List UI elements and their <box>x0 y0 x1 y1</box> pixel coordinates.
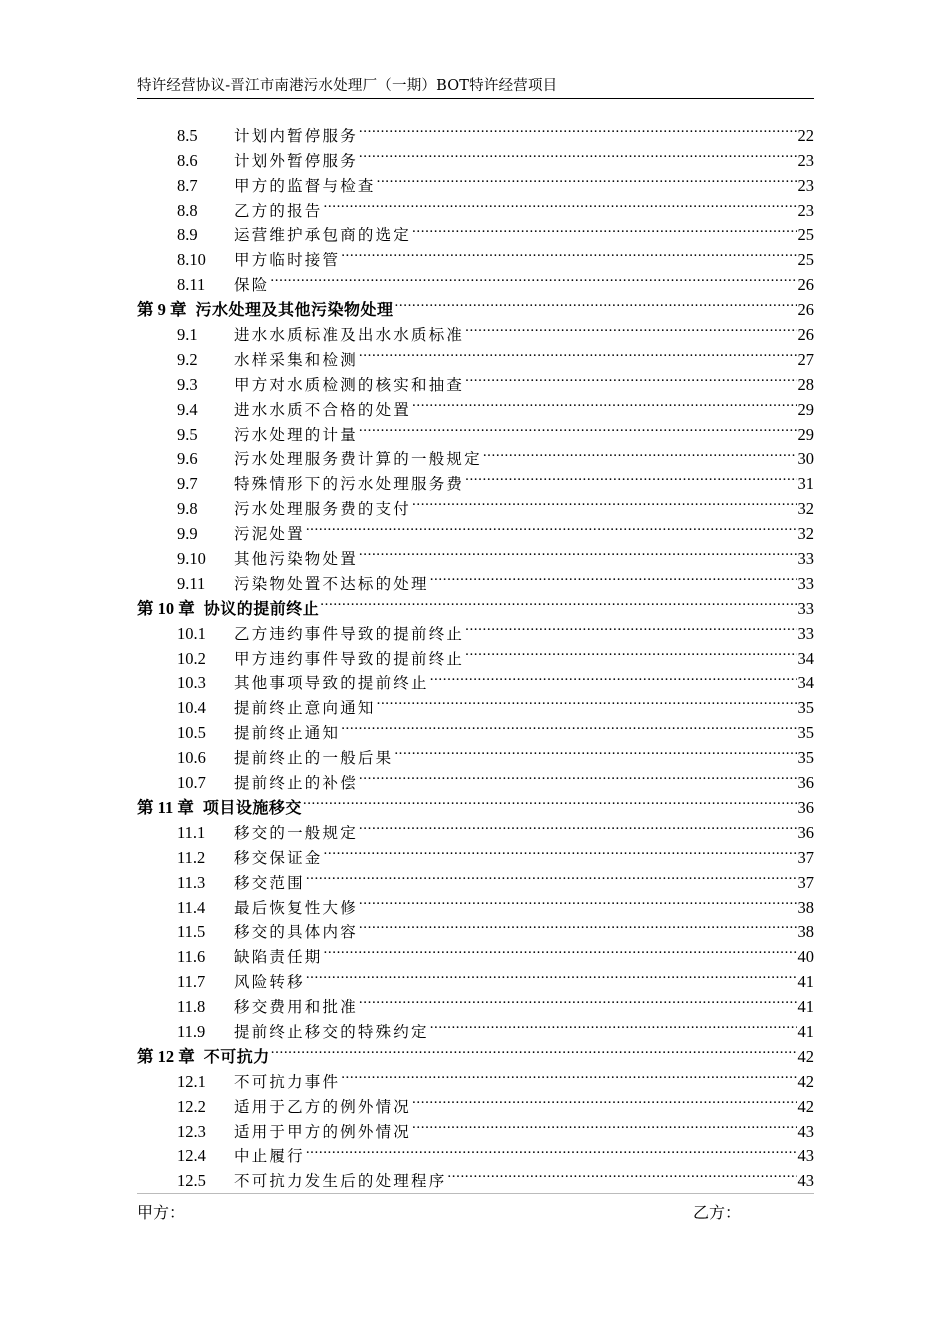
toc-entry-title: 提前终止意向通知 <box>234 699 376 718</box>
toc-entry-title: 乙方违约事件导致的提前终止 <box>234 624 465 643</box>
toc-dot-leader <box>377 688 797 713</box>
toc-entry-title: 适用于甲方的例外情况 <box>234 1122 412 1141</box>
toc-entry-number: 11.3 <box>177 872 206 892</box>
toc-entry-title: 水样采集和检测 <box>234 350 358 369</box>
toc-dot-leader <box>359 987 797 1012</box>
toc-entry-number: 11.2 <box>177 847 206 867</box>
toc-entry-number: 12.2 <box>177 1096 206 1116</box>
toc-dot-leader <box>270 265 796 290</box>
toc-entry-number: 11.8 <box>177 997 206 1017</box>
toc-entry-page-number: 23 <box>797 150 814 170</box>
toc-entry-page-number: 30 <box>797 449 814 469</box>
toc-entry-title: 进水水质标准及出水水质标准 <box>234 326 465 345</box>
toc-entry-title: 甲方对水质检测的核实和抽查 <box>234 375 465 394</box>
toc-dot-leader <box>359 913 797 938</box>
toc-entry-title: 特殊情形下的污水处理服务费 <box>234 475 465 494</box>
toc-entry-number: 9.8 <box>177 499 198 519</box>
toc-entry-page-number: 38 <box>797 897 814 917</box>
toc-entry-number: 8.5 <box>177 125 198 145</box>
page-footer <box>137 1193 814 1224</box>
toc-entry-number: 9.2 <box>177 349 198 369</box>
toc-dot-leader <box>430 564 797 589</box>
toc-entry-number: 9.1 <box>177 325 198 345</box>
toc-dot-leader <box>395 290 797 315</box>
toc-dot-leader <box>306 962 797 987</box>
toc-dot-leader <box>359 116 797 141</box>
toc-entry-number: 9.6 <box>177 449 198 469</box>
party-b-label: 乙方： <box>693 1203 742 1222</box>
toc-dot-leader <box>377 166 797 191</box>
toc-entry-page-number: 43 <box>797 1146 814 1166</box>
toc-dot-leader <box>465 464 796 489</box>
toc-entry-title: 中止履行 <box>234 1147 305 1166</box>
toc-entry-title: 协议的提前终止 <box>203 598 320 618</box>
toc-entry-number: 8.7 <box>177 175 198 195</box>
toc-entry-page-number: 36 <box>797 822 814 842</box>
toc-dot-leader <box>447 1161 796 1186</box>
toc-dot-leader <box>430 664 797 689</box>
toc-entry-page-number: 32 <box>797 524 814 544</box>
toc-dot-leader <box>465 614 796 639</box>
toc-entry-title: 甲方违约事件导致的提前终止 <box>234 649 465 668</box>
toc-entry-number: 12.5 <box>177 1171 206 1191</box>
toc-entry-title: 计划外暂停服务 <box>234 151 358 170</box>
toc-entry-number: 10.5 <box>177 723 206 743</box>
toc-dot-leader <box>271 1037 797 1062</box>
toc-entry-number: 10.6 <box>177 748 206 768</box>
toc-entry-page-number: 23 <box>797 200 814 220</box>
toc-entry-page-number: 35 <box>797 723 814 743</box>
toc-entry-title: 污泥处置 <box>234 525 305 544</box>
toc-entry-title: 移交保证金 <box>234 848 323 867</box>
toc-entry-page-number: 33 <box>797 549 814 569</box>
toc-entry-title: 运营维护承包商的选定 <box>234 226 412 245</box>
toc-entry-page-number: 42 <box>797 1046 814 1066</box>
toc-entry-title: 移交范围 <box>234 873 305 892</box>
table-of-contents <box>137 116 814 1191</box>
toc-entry-number: 第 10 章 <box>137 598 195 618</box>
toc-dot-leader <box>483 440 797 465</box>
toc-entry-title: 污水处理的计量 <box>234 425 358 444</box>
toc-entry-page-number: 41 <box>797 1021 814 1041</box>
toc-entry-title: 最后恢复性大修 <box>234 898 358 917</box>
toc-dot-leader <box>359 141 797 166</box>
toc-dot-leader <box>465 315 796 340</box>
toc-entry-number: 9.11 <box>177 573 206 593</box>
toc-entry-title: 不可抗力事件 <box>234 1072 341 1091</box>
toc-entry-title: 提前终止的补偿 <box>234 774 358 793</box>
toc-entry-number: 9.5 <box>177 424 198 444</box>
toc-dot-leader <box>412 1087 796 1112</box>
toc-entry-number: 8.6 <box>177 150 198 170</box>
toc-entry-number: 12.4 <box>177 1146 206 1166</box>
toc-dot-leader <box>341 1062 796 1087</box>
toc-entry-page-number: 40 <box>797 947 814 967</box>
toc-entry-number: 第 11 章 <box>137 797 194 817</box>
toc-entry-number: 8.10 <box>177 250 206 270</box>
toc-entry-title: 污染物处置不达标的处理 <box>234 574 429 593</box>
toc-entry-page-number: 38 <box>797 922 814 942</box>
toc-entry-number: 第 12 章 <box>137 1046 195 1066</box>
toc-entry-title: 适用于乙方的例外情况 <box>234 1097 412 1116</box>
toc-entry-number: 10.1 <box>177 623 206 643</box>
toc-entry-title: 不可抗力发生后的处理程序 <box>234 1172 447 1191</box>
toc-entry-page-number: 28 <box>797 374 814 394</box>
toc-entry-title: 移交费用和批准 <box>234 998 358 1017</box>
toc-entry-number: 11.4 <box>177 897 206 917</box>
toc-entry-number: 9.4 <box>177 399 198 419</box>
toc-dot-leader <box>412 489 796 514</box>
toc-entry-number: 9.7 <box>177 474 198 494</box>
toc-entry-page-number: 37 <box>797 847 814 867</box>
toc-dot-leader <box>359 763 797 788</box>
toc-entry-page-number: 34 <box>797 648 814 668</box>
toc-entry-page-number: 41 <box>797 972 814 992</box>
toc-entry-page-number: 32 <box>797 499 814 519</box>
toc-dot-leader <box>412 1112 796 1137</box>
toc-entry-page-number: 41 <box>797 997 814 1017</box>
toc-entry-page-number: 42 <box>797 1071 814 1091</box>
toc-entry-title: 污水处理服务费的支付 <box>234 500 412 519</box>
toc-entry-page-number: 29 <box>797 424 814 444</box>
toc-dot-leader <box>465 365 796 390</box>
toc-entry-title: 提前终止通知 <box>234 724 341 743</box>
page-header: 特许经营协议-晋江市南港污水处理厂（一期）BOT特许经营项目 <box>137 76 814 99</box>
toc-entry-page-number: 26 <box>797 300 814 320</box>
toc-dot-leader <box>324 191 797 216</box>
toc-entry-page-number: 23 <box>797 175 814 195</box>
toc-entry-number: 10.4 <box>177 698 206 718</box>
toc-dot-leader <box>324 937 797 962</box>
toc-entry-title: 项目设施移交 <box>202 797 302 817</box>
toc-entry-number: 12.1 <box>177 1071 206 1091</box>
toc-entry-number: 11.6 <box>177 947 206 967</box>
toc-entry-title: 不可抗力 <box>203 1046 270 1066</box>
toc-dot-leader <box>341 240 796 265</box>
toc-entry-number: 11.9 <box>177 1021 206 1041</box>
toc-entry-number: 10.7 <box>177 773 206 793</box>
toc-dot-leader <box>306 863 797 888</box>
toc-entry-title: 缺陷责任期 <box>234 948 323 967</box>
toc-entry-page-number: 25 <box>797 225 814 245</box>
toc-entry-number: 8.11 <box>177 275 206 295</box>
toc-entry-number: 10.2 <box>177 648 206 668</box>
toc-entry-title: 移交的具体内容 <box>234 923 358 942</box>
toc-entry-number: 9.10 <box>177 549 206 569</box>
toc-entry-page-number: 36 <box>797 773 814 793</box>
toc-entry-page-number: 26 <box>797 325 814 345</box>
toc-entry-page-number: 33 <box>797 573 814 593</box>
toc-dot-leader <box>306 514 797 539</box>
toc-entry-title: 保险 <box>234 276 270 295</box>
toc-entry-page-number: 31 <box>797 474 814 494</box>
toc-entry-number: 第 9 章 <box>137 300 187 320</box>
toc-entry-title: 提前终止移交的特殊约定 <box>234 1022 429 1041</box>
toc-entry-number: 11.5 <box>177 922 206 942</box>
toc-entry-page-number: 37 <box>797 872 814 892</box>
toc-dot-leader <box>359 539 797 564</box>
toc-entry-title: 其他事项导致的提前终止 <box>234 674 429 693</box>
toc-entry-title: 污水处理及其他污染物处理 <box>195 300 394 320</box>
toc-entry-page-number: 35 <box>797 748 814 768</box>
toc-dot-leader <box>359 415 797 440</box>
toc-dot-leader <box>465 639 796 664</box>
toc-dot-leader <box>359 888 797 913</box>
toc-entry-page-number: 34 <box>797 673 814 693</box>
toc-entry-page-number: 43 <box>797 1121 814 1141</box>
toc-dot-leader <box>324 838 797 863</box>
toc-entry-title: 污水处理服务费计算的一般规定 <box>234 450 482 469</box>
toc-entry-number: 11.7 <box>177 972 206 992</box>
toc-entry-page-number: 27 <box>797 349 814 369</box>
toc-entry-number: 8.8 <box>177 200 198 220</box>
toc-entry-title: 移交的一般规定 <box>234 823 358 842</box>
toc-entry-title: 提前终止的一般后果 <box>234 749 394 768</box>
toc-entry-page-number: 25 <box>797 250 814 270</box>
toc-entry-page-number: 26 <box>797 275 814 295</box>
toc-dot-leader <box>430 1012 797 1037</box>
toc-entry-number: 9.9 <box>177 524 198 544</box>
toc-entry-number: 10.3 <box>177 673 206 693</box>
toc-entry-page-number: 43 <box>797 1171 814 1191</box>
toc-entry-title: 计划内暂停服务 <box>234 126 358 145</box>
toc-entry-page-number: 22 <box>797 125 814 145</box>
toc-dot-leader <box>412 216 796 241</box>
toc-dot-leader <box>320 589 796 614</box>
toc-dot-leader <box>306 1137 797 1162</box>
toc-entry-number: 9.3 <box>177 374 198 394</box>
party-a-label: 甲方： <box>137 1203 186 1222</box>
toc-dot-leader <box>303 788 797 813</box>
toc-entry-page-number: 35 <box>797 698 814 718</box>
toc-entry-number: 12.3 <box>177 1121 206 1141</box>
toc-dot-leader <box>359 340 797 365</box>
toc-dot-leader <box>359 813 797 838</box>
toc-entry-page-number: 33 <box>797 623 814 643</box>
toc-entry-page-number: 36 <box>797 797 814 817</box>
toc-entry-title: 甲方的监督与检查 <box>234 176 376 195</box>
toc-dot-leader <box>341 713 796 738</box>
toc-entry-title: 其他污染物处置 <box>234 550 358 569</box>
toc-entry-page-number: 33 <box>797 598 814 618</box>
toc-entry-page-number: 42 <box>797 1096 814 1116</box>
toc-dot-leader <box>394 738 796 763</box>
toc-entry-title: 进水水质不合格的处置 <box>234 400 412 419</box>
toc-entry-title: 风险转移 <box>234 973 305 992</box>
toc-section-entry[interactable] <box>137 116 814 145</box>
toc-entry-title: 乙方的报告 <box>234 201 323 220</box>
toc-entry-number: 8.9 <box>177 225 198 245</box>
toc-entry-page-number: 29 <box>797 399 814 419</box>
toc-dot-leader <box>412 390 796 415</box>
toc-entry-title: 甲方临时接管 <box>234 251 341 270</box>
toc-entry-number: 11.1 <box>177 822 206 842</box>
